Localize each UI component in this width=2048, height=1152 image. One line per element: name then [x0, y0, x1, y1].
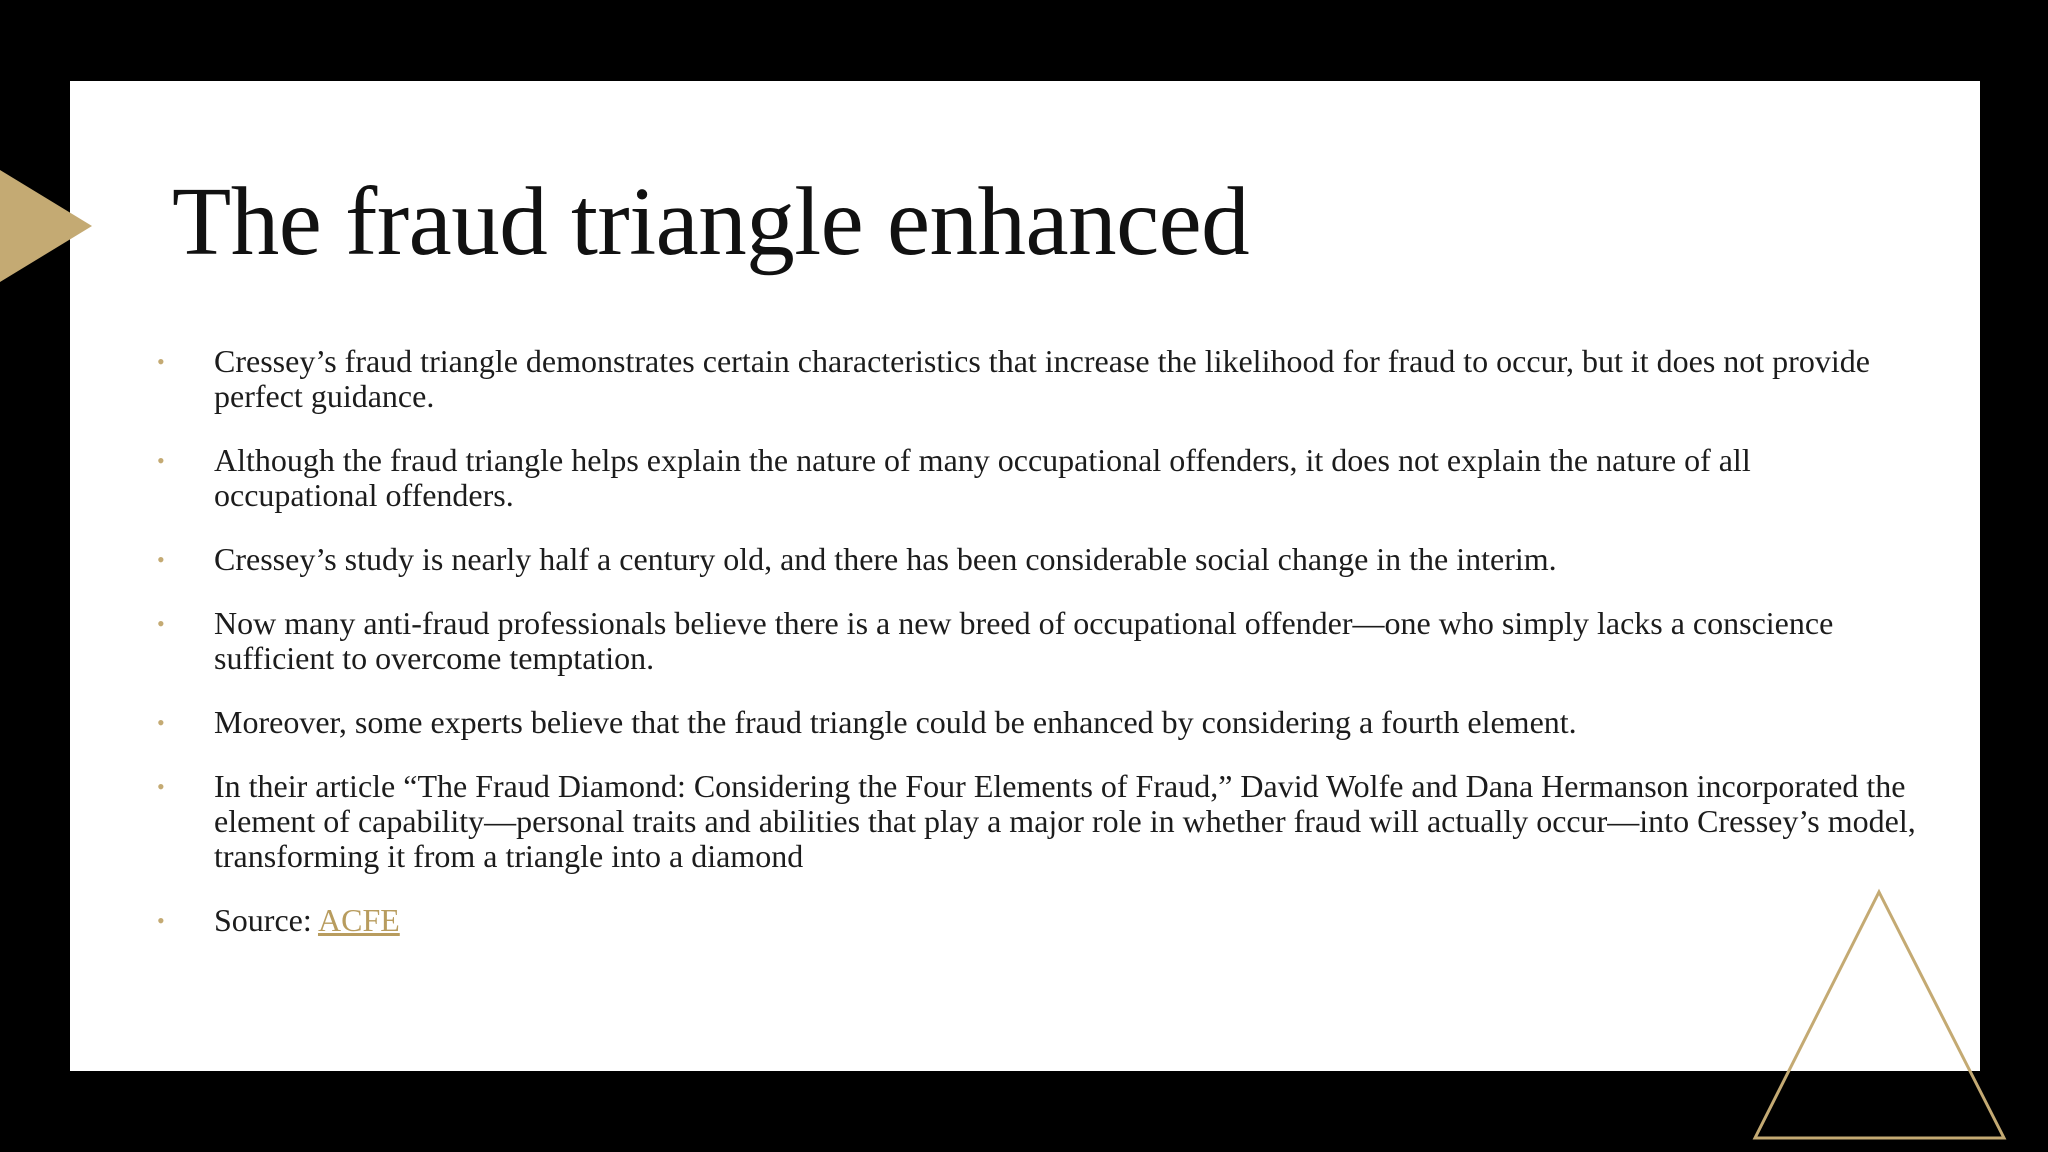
bullet-item — [150, 443, 1920, 513]
bullet-item — [150, 344, 1920, 414]
bullet-item — [150, 769, 1920, 874]
bullet-dot: • — [157, 448, 165, 473]
source-link[interactable]: ACFE — [317, 902, 400, 938]
bullet-dot: • — [157, 349, 165, 374]
bullet-text: Cressey’s study is nearly half a century old, and there has been considerable social change in the interim. — [214, 541, 1557, 577]
bullet-item — [150, 606, 1920, 676]
bullet-item — [150, 705, 1920, 740]
bullet-text: Although the fraud triangle helps explain the nature of many occupational offenders, it does not explain the nature of all occupational offenders. — [214, 442, 1751, 513]
bullet-list — [150, 344, 1920, 967]
source-item — [150, 903, 1920, 938]
bullet-text: Now many anti-fraud professionals believe there is a new breed of occupational offender—one who simply lacks a conscience sufficient to overcome temptation. — [214, 605, 1834, 676]
bullet-dot: • — [157, 908, 165, 933]
bullet-dot: • — [157, 774, 165, 799]
bullet-dot: • — [157, 710, 165, 735]
bullet-text: In their article “The Fraud Diamond: Considering the Four Elements of Fraud,” David Wolfe and Dana Hermanson incorporated the element of capability—personal traits and abilities that play a major role in whether fraud will actually occur—into Cressey’s model, transforming it from a triangle into a diamond — [214, 768, 1916, 874]
gold-arrow-icon — [0, 170, 92, 282]
bullet-text: Cressey’s fraud triangle demonstrates certain characteristics that increase the likelihood for fraud to occur, but it does not provide perfect guidance. — [214, 343, 1870, 414]
slide-title: The fraud triangle enhanced — [172, 168, 1250, 275]
bullet-dot: • — [157, 611, 165, 636]
triangle-outline-icon — [1752, 888, 2008, 1144]
source-label: Source: — [214, 902, 318, 938]
bullet-dot: • — [157, 547, 165, 572]
bullet-item — [150, 542, 1920, 577]
bullet-text: Moreover, some experts believe that the fraud triangle could be enhanced by considering a fourth element. — [214, 704, 1577, 740]
